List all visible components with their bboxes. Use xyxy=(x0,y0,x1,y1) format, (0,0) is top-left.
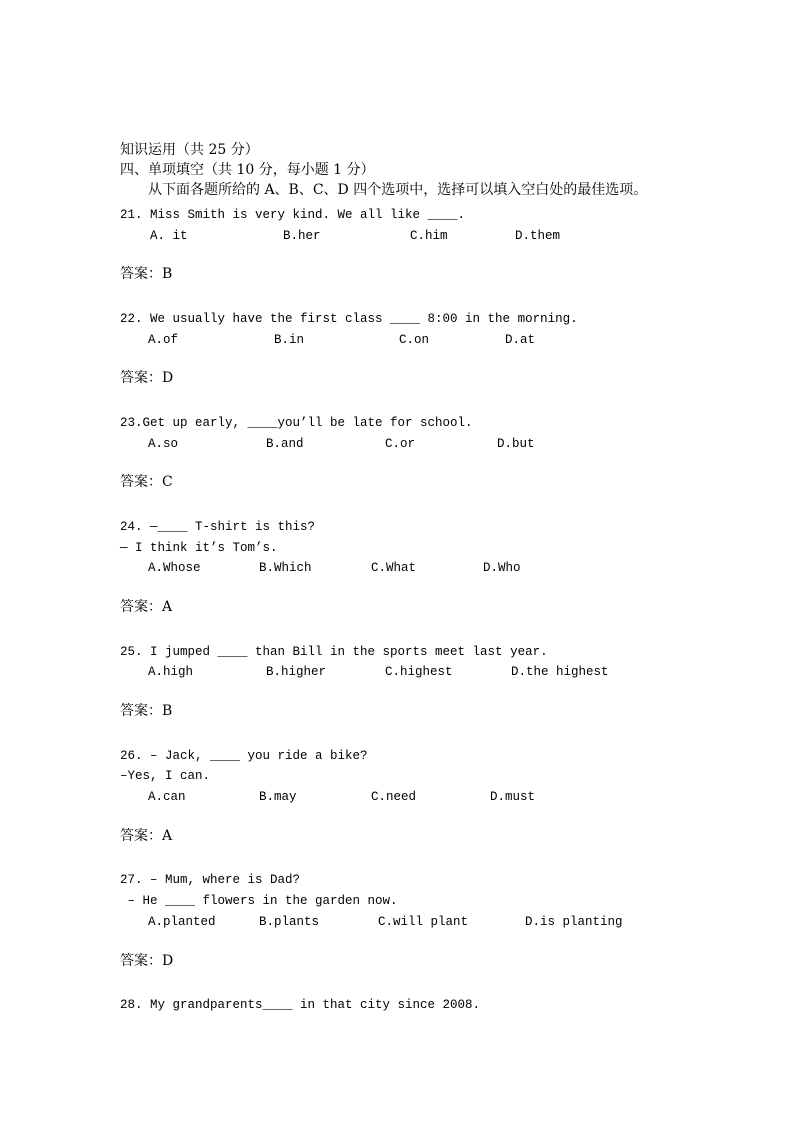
option-d: D.at xyxy=(505,333,536,347)
option-d: D.must xyxy=(490,790,536,804)
question-stem: 27. – Mum, where is Dad? xyxy=(120,873,301,887)
option-d: D.but xyxy=(497,437,535,451)
option-c: C.need xyxy=(371,790,417,804)
option-c: C.on xyxy=(399,333,430,347)
option-b: B.plants xyxy=(259,915,320,929)
question-stem-line2: — I think it’s Tom’s. xyxy=(120,541,278,555)
option-a: A.so xyxy=(148,437,179,451)
option-d: D.is planting xyxy=(525,915,623,929)
option-a: A.can xyxy=(148,790,186,804)
option-c: C.will plant xyxy=(378,915,469,929)
question-stem: 25. I jumped ____ than Bill in the sports meet last year. xyxy=(120,645,548,659)
answer: 答案：D xyxy=(120,953,174,969)
option-d: D.the highest xyxy=(511,665,609,679)
answer: 答案：A xyxy=(120,828,173,844)
option-c: C.highest xyxy=(385,665,453,679)
option-a: A.Whose xyxy=(148,561,201,575)
answer: 答案：A xyxy=(120,599,173,615)
option-c: C.or xyxy=(385,437,416,451)
option-b: B.Which xyxy=(259,561,312,575)
option-b: B.and xyxy=(266,437,304,451)
question-stem: 22. We usually have the first class ____ 8:00 in the morning. xyxy=(120,312,578,326)
answer: 答案：B xyxy=(120,703,173,719)
section-title: 知识运用（共 25 分） xyxy=(120,142,259,158)
question-stem: 26. – Jack, ____ you ride a bike? xyxy=(120,749,368,763)
answer: 答案：B xyxy=(120,266,173,282)
option-a: A.planted xyxy=(148,915,216,929)
question-stem: 24. —____ T-shirt is this? xyxy=(120,520,316,534)
question-stem: 28. My grandparents____ in that city since 2008. xyxy=(120,998,481,1012)
option-d: D.Who xyxy=(483,561,521,575)
answer: 答案：C xyxy=(120,474,173,490)
option-d: D.them xyxy=(515,229,561,243)
option-b: B.her xyxy=(283,229,321,243)
section-instruction: 从下面各题所给的 A、B、C、D 四个选项中，选择可以填入空白处的最佳选项。 xyxy=(148,182,648,198)
question-stem: 23.Get up early, ____you’ll be late for school. xyxy=(120,416,473,430)
option-b: B.in xyxy=(274,333,305,347)
option-a: A. it xyxy=(150,229,188,243)
option-a: A.high xyxy=(148,665,194,679)
option-b: B.may xyxy=(259,790,297,804)
section-subtitle: 四、单项填空（共 10 分，每小题 1 分） xyxy=(120,162,375,178)
question-stem: 21. Miss Smith is very kind. We all like ____. xyxy=(120,208,466,222)
option-b: B.higher xyxy=(266,665,327,679)
option-c: C.What xyxy=(371,561,417,575)
option-a: A.of xyxy=(148,333,179,347)
question-stem-line2: –Yes, I can. xyxy=(120,769,211,783)
answer: 答案：D xyxy=(120,370,174,386)
question-stem-line2: – He ____ flowers in the garden now. xyxy=(120,894,398,908)
option-c: C.him xyxy=(410,229,448,243)
